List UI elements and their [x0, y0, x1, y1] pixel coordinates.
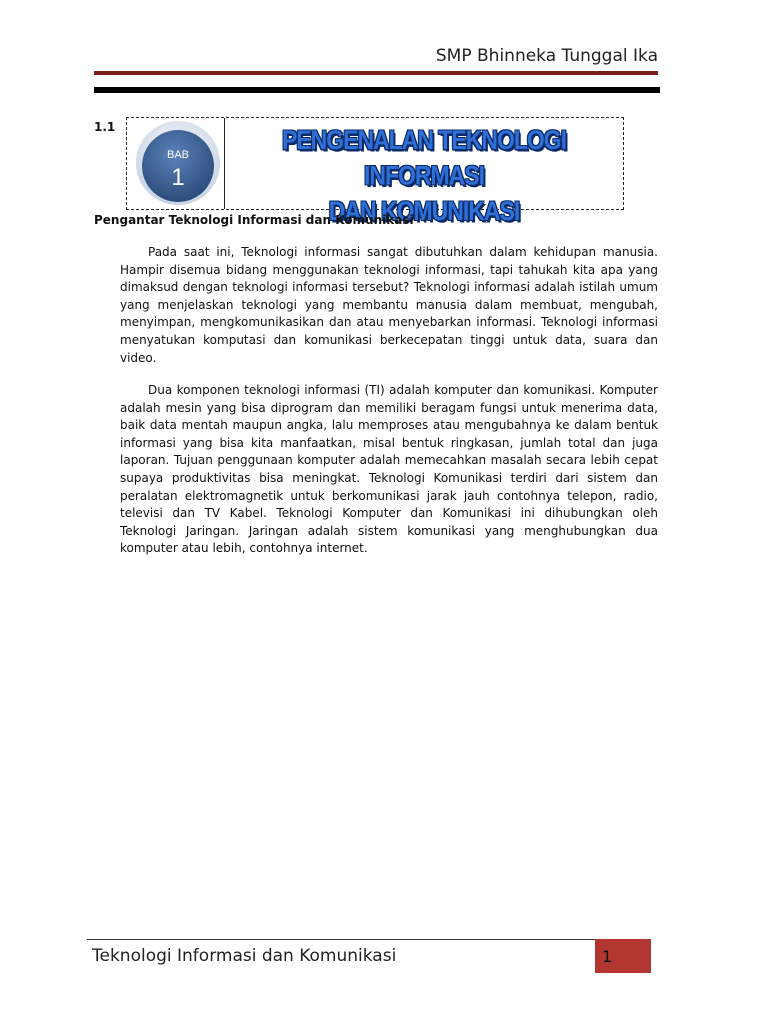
badge-label: BAB: [166, 149, 189, 161]
header-rule-black: [94, 87, 660, 93]
section-heading: Pengantar Teknologi Informasi dan Komunikasi: [94, 213, 414, 227]
chapter-title-line-2: DAN KOMUNIKASI: [328, 195, 520, 226]
badge-number: 1: [171, 164, 185, 191]
chapter-box-divider: [224, 118, 225, 209]
footer-title: Teknologi Informasi dan Komunikasi: [92, 946, 397, 966]
body-paragraph-1: [120, 244, 658, 367]
footer-rule: [87, 939, 595, 940]
paragraph-text: Dua komponen teknologi informasi (TI) adalah komputer dan komunikasi. Komputer adalah mesin yang bisa diprogram dan memiliki beragam fungsi untuk menerima data, baik data mentah maupun angka, lalu memproses atau mengubahnya ke dalam bentuk informasi yang bisa kita manfaatkan, misal bentuk ringkasan, jumlah total dan juga laporan. Tujuan penggunaan komputer adalah memecahkan masalah secara lebih cepat supaya produktivitas bisa meningkat. Teknologi Komunikasi terdiri dari sistem dan peralatan elektromagnetik untuk berkomunikasi jarak jauh contohnya telepon, radio, televisi dan TV Kabel. Teknologi Komputer dan Komunikasi ini dihubungkan oleh Teknologi Jaringan. Jaringan adalah sistem komunikasi yang menghubungkan dua komputer atau lebih, contohnya internet.: [120, 383, 658, 556]
body-paragraph-2: [120, 382, 658, 558]
chapter-badge: [135, 120, 221, 206]
chapter-title-line-1: PENGENALAN TEKNOLOGI INFORMASI: [281, 124, 567, 191]
page-number: 1: [595, 939, 651, 973]
section-number: 1.1: [94, 120, 116, 134]
header-rule-red: [94, 71, 658, 75]
badge-circle-icon: [135, 120, 221, 206]
paragraph-text: Pada saat ini, Teknologi informasi sangat dibutuhkan dalam kehidupan manusia. Hampir disemua bidang menggunakan teknologi informasi, tapi tahukah kita apa yang dimaksud dengan teknologi informasi tersebut? Teknologi informasi adalah istilah umum yang menjelaskan teknologi yang membantu manusia dalam membuat, mengubah, menyimpan, mengkomunikasikan dan atau menyebarkan informasi. Teknologi informasi menyatukan komputasi dan komunikasi berkecepatan tinggi untuk data, suara dan video.: [120, 245, 658, 365]
school-name: SMP Bhinneka Tunggal Ika: [435, 46, 658, 66]
